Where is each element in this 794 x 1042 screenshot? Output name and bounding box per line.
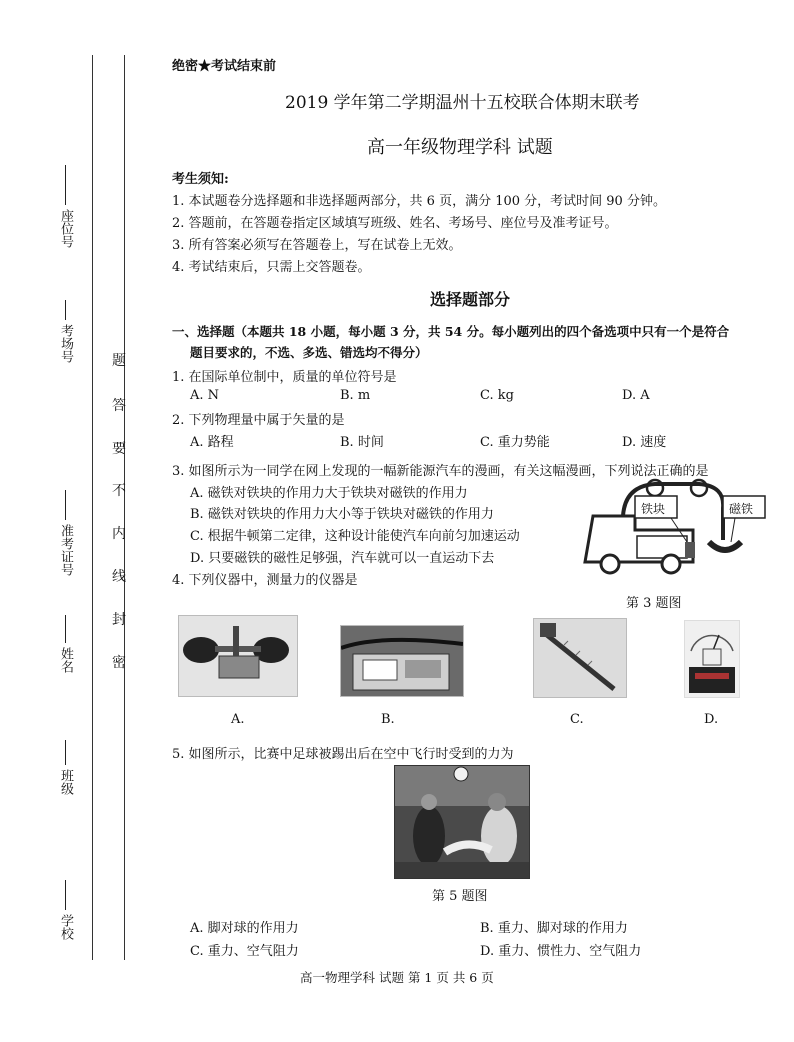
seal-char: 不 — [112, 483, 126, 499]
seal-char: 内 — [112, 526, 126, 542]
school-field: 学校 — [56, 880, 75, 940]
margin-line-left — [92, 55, 93, 960]
seal-char: 题 — [112, 353, 126, 369]
q3-label-magnet: 磁铁 — [729, 502, 754, 516]
q2-option-a: A. 路程 — [190, 435, 234, 450]
class-field: 班级 — [56, 740, 75, 795]
q3-option-d: D. 只要磁铁的磁性足够强，汽车就可以一直运动下去 — [190, 551, 495, 566]
name-field: 姓名 — [56, 615, 75, 673]
seal-char: 封 — [112, 612, 126, 628]
question-1-stem: 1. 在国际单位制中，质量的单位符号是 — [172, 370, 397, 385]
exam-subtitle: 高一年级物理学科 试题 — [367, 137, 553, 158]
section-instruction: 一、选择题（本题共 18 小题，每小题 3 分，共 54 分。每小题列出的四个备选项中只有一个是符合 — [172, 324, 730, 339]
q4-image-b — [340, 625, 464, 697]
q3-label-iron: 铁块 — [641, 502, 666, 516]
q3-caption: 第 3 题图 — [626, 596, 682, 611]
q2-option-b: B. 时间 — [340, 435, 384, 450]
seal-char: 答 — [112, 398, 126, 414]
q4-image-d — [684, 620, 740, 698]
seal-char: 密 — [112, 655, 126, 671]
seat-number-field: 座位号 — [56, 165, 75, 248]
seal-char: 线 — [112, 569, 126, 585]
q4-label-b: B. — [381, 712, 395, 727]
notice-item: 4. 考试结束后，只需上交答题卷。 — [172, 260, 371, 275]
notice-item: 1. 本试题卷分选择题和非选择题两部分，共 6 页，满分 100 分，考试时间 90 分钟。 — [172, 194, 666, 209]
q2-option-c: C. 重力势能 — [480, 435, 550, 450]
q4-label-c: C. — [570, 712, 584, 727]
confidential-label: 绝密★考试结束前 — [172, 59, 277, 74]
q3-car-cartoon — [575, 478, 785, 578]
notice-heading: 考生须知: — [172, 172, 229, 187]
q4-label-a: A. — [231, 712, 245, 727]
section-instruction: 题目要求的，不选、多选、错选均不得分） — [190, 345, 428, 360]
notice-item: 2. 答题前，在答题卷指定区域填写班级、姓名、考场号、座位号及准考证号。 — [172, 216, 618, 231]
section-title: 选择题部分 — [430, 290, 511, 309]
q5-option-c: C. 重力、空气阻力 — [190, 944, 299, 959]
q1-option-d: D. A — [622, 388, 650, 403]
q4-image-c — [533, 618, 627, 698]
q3-option-a: A. 磁铁对铁块的作用力大于铁块对磁铁的作用力 — [190, 486, 468, 501]
notice-item: 3. 所有答案必须写在答题卷上，写在试卷上无效。 — [172, 238, 462, 253]
admission-ticket-field: 准考证号 — [56, 490, 75, 576]
exam-room-field: 考场号 — [56, 300, 75, 363]
q4-image-a — [178, 615, 298, 697]
q1-option-c: C. kg — [480, 388, 514, 403]
question-4-stem: 4. 下列仪器中，测量力的仪器是 — [172, 573, 358, 588]
question-2-stem: 2. 下列物理量中属于矢量的是 — [172, 413, 345, 428]
q5-option-b: B. 重力、脚对球的作用力 — [480, 921, 628, 936]
q4-label-d: D. — [704, 712, 719, 727]
question-3-stem: 3. 如图所示为一同学在网上发现的一幅新能源汽车的漫画，有关这幅漫画，下列说法正确的是 — [172, 464, 709, 479]
q2-option-d: D. 速度 — [622, 435, 667, 450]
q5-soccer-photo — [394, 765, 530, 879]
q5-option-a: A. 脚对球的作用力 — [190, 921, 299, 936]
q1-option-b: B. m — [340, 388, 371, 403]
q5-caption: 第 5 题图 — [432, 889, 488, 904]
q3-option-b: B. 磁铁对铁块的作用力大小等于铁块对磁铁的作用力 — [190, 507, 494, 522]
q1-option-a: A. N — [190, 388, 220, 403]
question-5-stem: 5. 如图所示，比赛中足球被踢出后在空中飞行时受到的力为 — [172, 747, 514, 762]
exam-title: 2019 学年第二学期温州十五校联合体期末联考 — [285, 93, 640, 113]
margin-line-right — [124, 55, 125, 960]
q3-option-c: C. 根据牛顿第二定律，这种设计能使汽车向前匀加速运动 — [190, 529, 520, 544]
seal-char: 要 — [112, 441, 126, 457]
q5-option-d: D. 重力、惯性力、空气阻力 — [480, 944, 642, 959]
page-footer: 高一物理学科 试题 第 1 页 共 6 页 — [300, 970, 494, 985]
